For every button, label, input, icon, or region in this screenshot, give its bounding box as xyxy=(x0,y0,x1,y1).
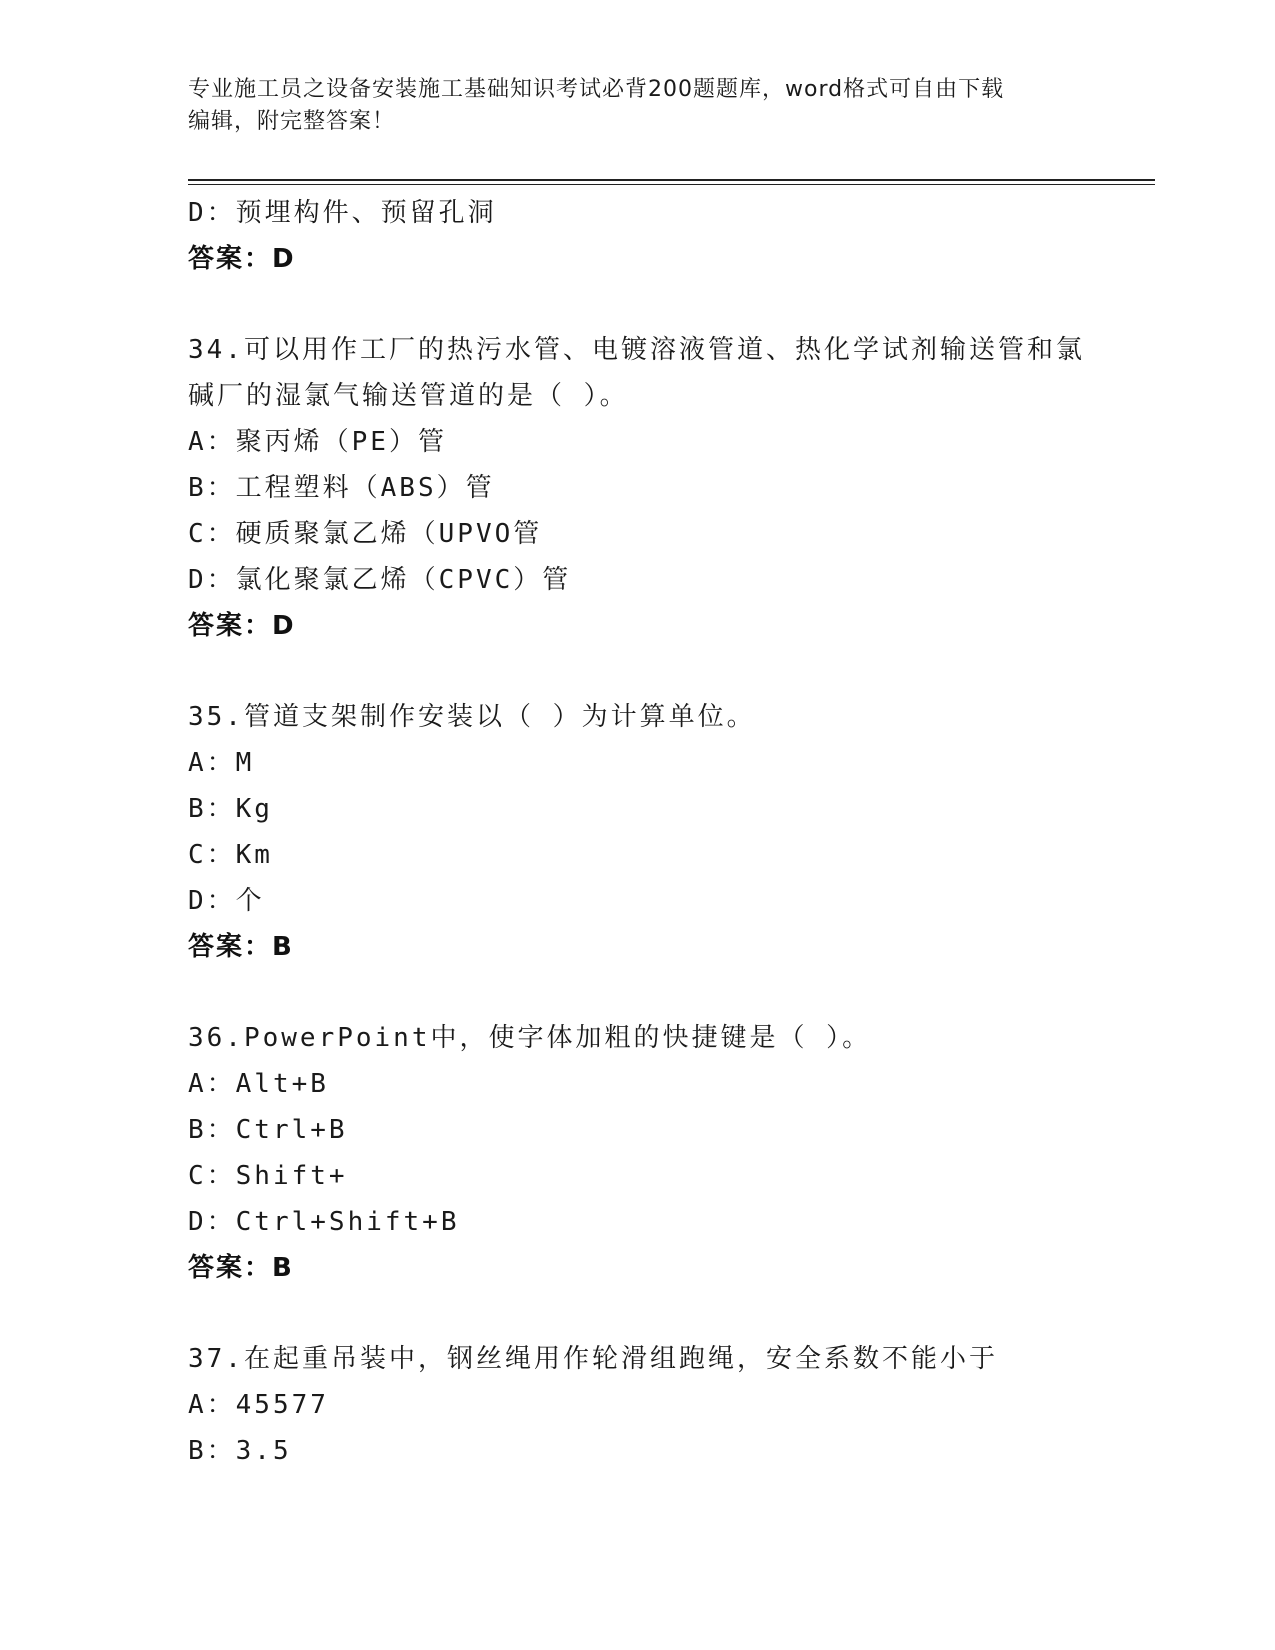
question-34 xyxy=(188,327,1108,649)
option-d: D：个 xyxy=(188,886,265,916)
header-title-line-1: 专业施工员之设备安装施工基础知识考试必背200题题库，word格式可自由下载 xyxy=(188,77,1005,102)
question-33-tail xyxy=(188,190,1108,282)
option-c: C：硬质聚氯乙烯（UPVO管 xyxy=(188,519,543,549)
question-35 xyxy=(188,694,1108,970)
question-37 xyxy=(188,1336,1108,1474)
answer-line: 答案：B xyxy=(188,932,294,962)
option-a: A：聚丙烯（PE）管 xyxy=(188,427,447,457)
spacer xyxy=(188,970,1108,1015)
spacer xyxy=(188,282,1108,327)
option-b: B：工程塑料（ABS）管 xyxy=(188,473,495,503)
option-b: B：3.5 xyxy=(188,1436,292,1466)
option-b: B：Ctrl+B xyxy=(188,1115,348,1145)
question-stem-line-1: 37.在起重吊装中，钢丝绳用作轮滑组跑绳，安全系数不能小于 xyxy=(188,1344,998,1374)
header-title-line-2: 编辑，附完整答案！ xyxy=(188,109,396,134)
answer-line: 答案：B xyxy=(188,1253,294,1283)
question-stem-line-1: 34.可以用作工厂的热污水管、电镀溶液管道、热化学试剂输送管和氯 xyxy=(188,335,1085,365)
option-c: C：Shift+ xyxy=(188,1161,348,1191)
option-d: D：Ctrl+Shift+B xyxy=(188,1207,460,1237)
document-header xyxy=(188,74,1068,138)
spacer xyxy=(188,649,1108,694)
option-d: D：预埋构件、预留孔洞 xyxy=(188,198,497,228)
option-a: A：45577 xyxy=(188,1390,329,1420)
answer-line: 答案：D xyxy=(188,244,296,274)
question-stem-line-2: 碱厂的湿氯气输送管道的是（ ）。 xyxy=(188,381,629,411)
option-b: B：Kg xyxy=(188,794,273,824)
question-36 xyxy=(188,1015,1108,1291)
header-divider-thick xyxy=(188,179,1155,181)
question-stem-line-1: 36.PowerPoint中，使字体加粗的快捷键是（ ）。 xyxy=(188,1023,872,1053)
question-stem-line-1: 35.管道支架制作安装以（ ）为计算单位。 xyxy=(188,702,756,732)
option-c: C：Km xyxy=(188,840,273,870)
option-d: D：氯化聚氯乙烯（CPVC）管 xyxy=(188,565,572,595)
answer-line: 答案：D xyxy=(188,611,296,641)
question-list xyxy=(188,190,1108,1474)
spacer xyxy=(188,1291,1108,1336)
option-a: A：Alt+B xyxy=(188,1069,329,1099)
header-divider-thin xyxy=(188,184,1155,185)
option-a: A：M xyxy=(188,748,255,778)
